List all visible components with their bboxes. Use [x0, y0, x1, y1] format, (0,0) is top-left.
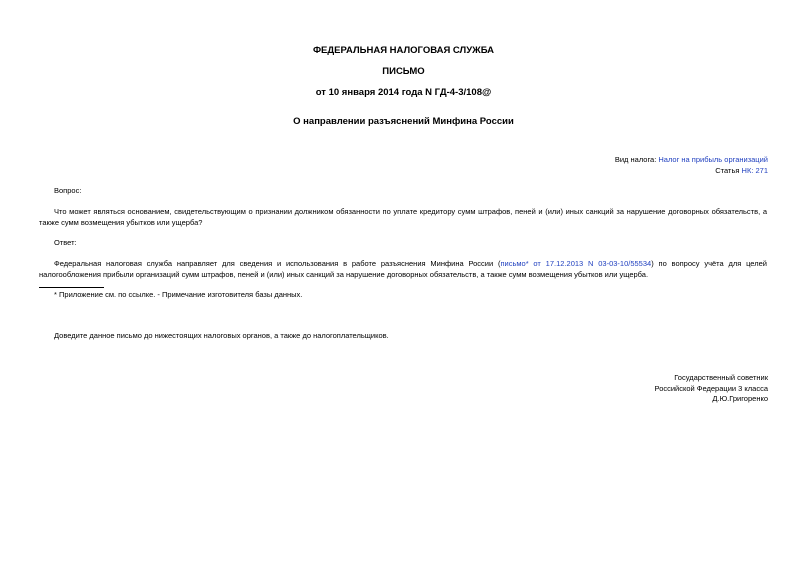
answer-text-before: Федеральная налоговая служба направляет для сведения и использования в работе разъяснения Минфина России ( [54, 259, 501, 268]
answer-label: Ответ: [54, 238, 77, 247]
question-label: Вопрос: [54, 186, 82, 195]
signature-block [655, 373, 768, 405]
footnote: * Приложение см. по ссылке. - Примечание изготовителя базы данных. [54, 290, 303, 299]
document-type: ПИСЬМО [382, 66, 425, 77]
tax-article [715, 166, 768, 176]
signer-title-line1: Государственный советник [674, 373, 768, 382]
tax-article-link[interactable]: НК: 271 [741, 166, 768, 175]
tax-kind-label: Вид налога: [614, 155, 659, 164]
answer-letter-link[interactable]: письмо* от 17.12.2013 N 03-03-10/55534 [500, 259, 652, 268]
footnote-divider [39, 287, 104, 288]
document-subject: О направлении разъяснений Минфина России [293, 116, 514, 127]
answer-text [39, 259, 767, 280]
answer-text-after: ) по вопросу учёта для целей налогообложения прибыли организаций сумм штрафов, пеней и (или) иных санкций за нарушение договорных обязательств, а также сумм возмещения убытков или ущерба. [39, 259, 767, 279]
question-text: Что может являться основанием, свидетельствующим о признании должником обязанности по уплате кредитору сумм штрафов, пеней и (или) иных санкций за нарушение договорных обязательств, а также сумм возмещения убытков или ущерба? [39, 207, 767, 227]
signer-title-line2: Российской Федерации 3 класса [654, 383, 768, 393]
document-date-number: от 10 января 2014 года N ГД-4-3/108@ [315, 87, 492, 98]
closing-paragraph: Доведите данное письмо до нижестоящих налоговых органов, а также до налогоплательщиков. [54, 331, 389, 340]
tax-article-label: Статья [715, 166, 742, 175]
signer-name: Д.Ю.Григоренко [712, 394, 768, 403]
issuing-organization: ФЕДЕРАЛЬНАЯ НАЛОГОВАЯ СЛУЖБА [312, 45, 495, 56]
tax-kind [615, 155, 768, 165]
tax-kind-link[interactable]: Налог на прибыль организаций [658, 155, 768, 164]
